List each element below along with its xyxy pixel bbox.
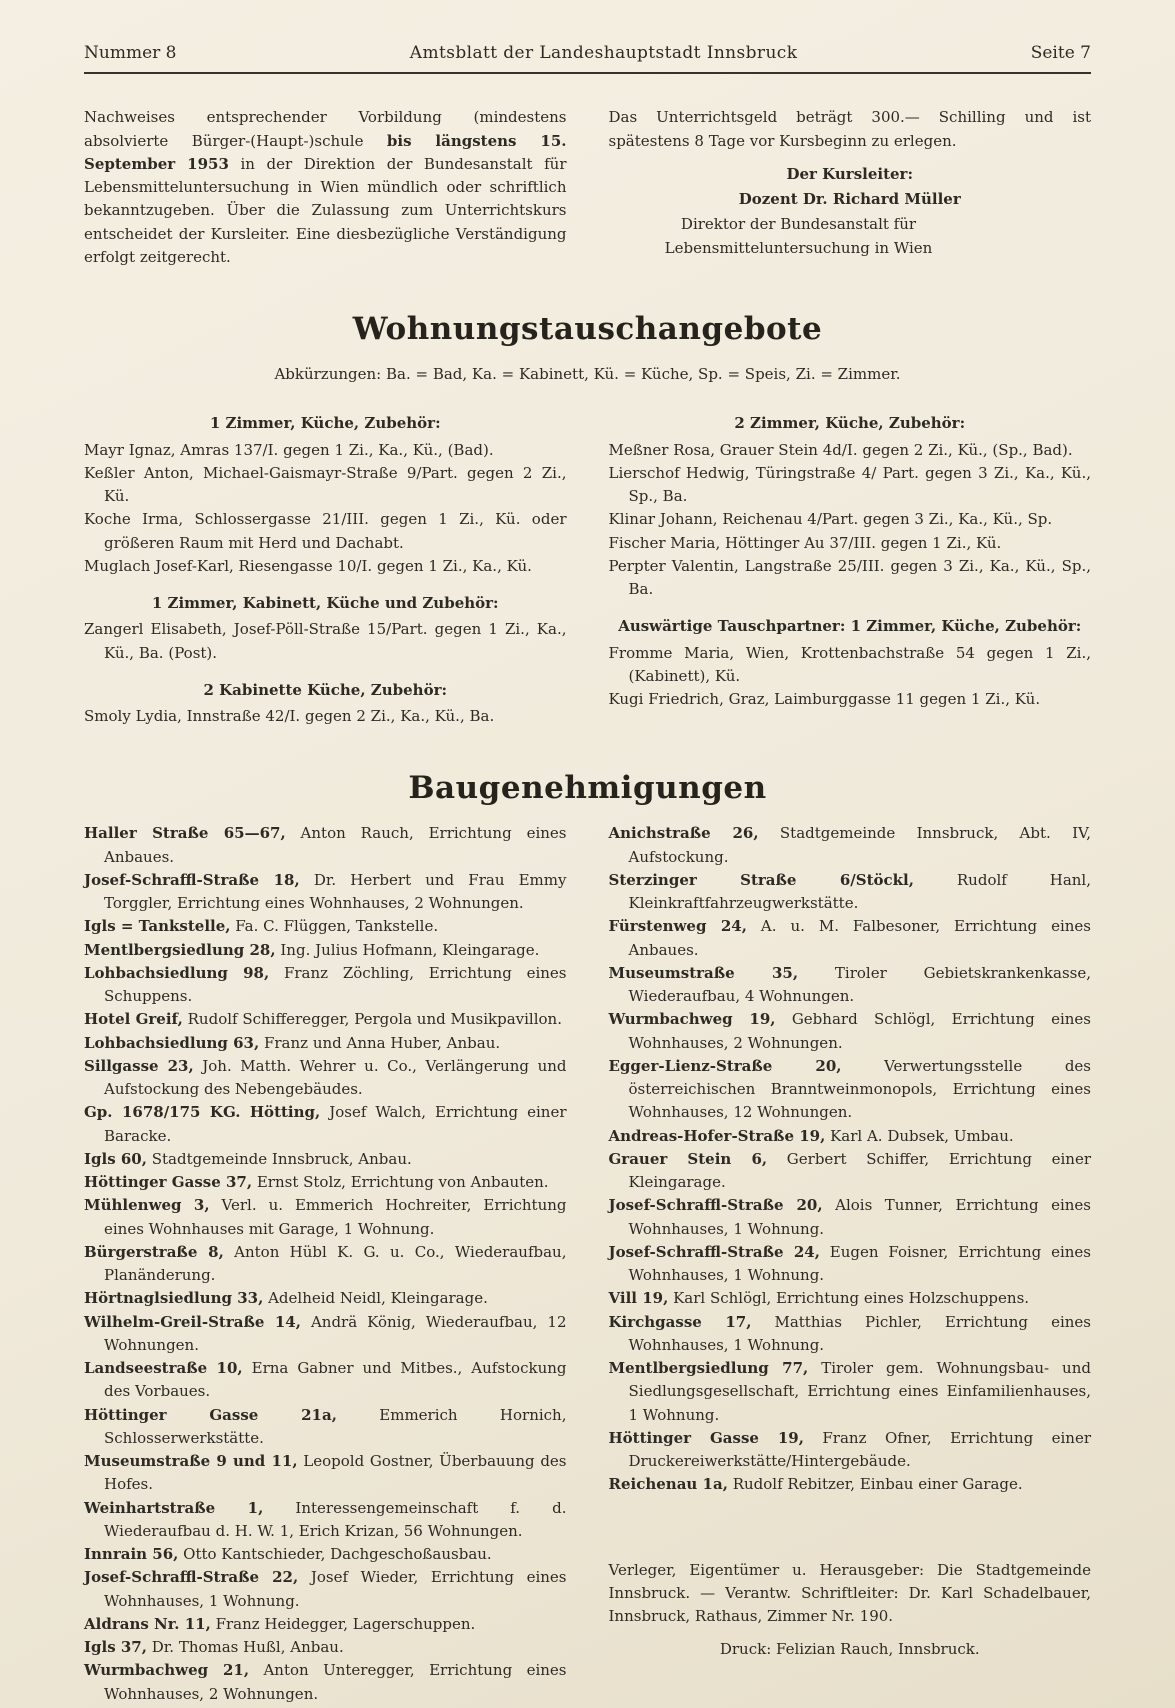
entry: Meßner Rosa, Grauer Stein 4d/I. gegen 2 Zi., Kü., (Sp., Bad). — [608, 440, 1073, 459]
entry-address: Hörtnaglsiedlung 33, — [84, 1289, 264, 1308]
entry-address: Lohbachsiedlung 98, — [84, 963, 270, 982]
entry-address: Andreas-Hofer-Straße 19, — [608, 1126, 826, 1145]
page-number: Seite 7 — [1030, 43, 1091, 63]
entry: Innrain 56, Otto Kantschieder, Dachgeschoßausbau. — [84, 1545, 492, 1564]
group-heading: Auswärtige Tauschpartner: 1 Zimmer, Küche, Zubehör: — [618, 617, 1082, 636]
entry-address: Sillgasse 23, — [84, 1056, 194, 1075]
entry: Vill 19, Karl Schlögl, Errichtung eines Holzschuppens. — [608, 1289, 1030, 1308]
entry: Haller Straße 65—67, Anton Rauch, Errichtung eines Anbaues. — [84, 824, 567, 866]
entry: Grauer Stein 6, Gerbert Schiffer, Errichtung einer Kleingarage. — [608, 1149, 1091, 1192]
wohnungstausch-title: Wohnungstauschangebote — [352, 311, 823, 348]
entry: Kirchgasse 17, Matthias Pichler, Errichtung eines Wohnhauses, 1 Wohnung. — [608, 1312, 1091, 1354]
baugenehmigungen-left-column — [84, 822, 567, 1706]
entry: Keßler Anton, Michael-Gaismayr-Straße 9/Part. gegen 2 Zi., Kü. — [84, 463, 567, 506]
entry: Bürgerstraße 8, Anton Hübl K. G. u. Co., Wiederaufbau, Planänderung. — [84, 1242, 567, 1285]
wohnungstausch-right-column — [609, 398, 1092, 728]
entry: Perpter Valentin, Langstraße 25/III. gegen 3 Zi., Ka., Kü., Sp., Ba. — [608, 556, 1091, 599]
entry-list — [609, 642, 1092, 712]
baugenehmigungen-right-column — [609, 822, 1092, 1706]
group-heading: 1 Zimmer, Küche, Zubehör: — [209, 414, 441, 433]
entry-address: Grauer Stein 6, — [608, 1149, 768, 1168]
masthead-title: Amtsblatt der Landeshauptstadt Innsbruck — [409, 43, 798, 63]
entry: Zangerl Elisabeth, Josef-Pöll-Straße 15/Part. gegen 1 Zi., Ka., Kü., Ba. (Post). — [84, 620, 567, 662]
entry-address: Vill 19, — [608, 1289, 669, 1308]
entry: Landseestraße 10, Erna Gabner und Mitbes., Aufstockung des Vorbaues. — [84, 1359, 567, 1401]
entry-address: Josef-Schraffl-Straße 24, — [608, 1242, 820, 1261]
group-heading: 2 Kabinette Küche, Zubehör: — [203, 680, 448, 699]
entry: Wurmbachweg 21, Anton Unteregger, Errichtung eines Wohnhauses, 2 Wohnungen. — [84, 1661, 567, 1703]
entry: Höttinger Gasse 19, Franz Ofner, Errichtung einer Druckereiwerkstätte/Hintergebäude. — [608, 1428, 1091, 1471]
kursleiter-role: Direktor der Bundesanstalt für Lebensmitteluntersuchung in Wien — [664, 215, 933, 257]
entry: Höttinger Gasse 37, Ernst Stolz, Errichtung von Anbauten. — [84, 1173, 549, 1192]
header-rule — [84, 72, 1091, 74]
kurs-fee-paragraph: Das Unterrichtsgeld beträgt 300.— Schilling und ist spätestens 8 Tage vor Kursbeginn zu erlegen. — [608, 108, 1091, 150]
entry-address: Bürgerstraße 8, — [84, 1242, 224, 1261]
entry: Museumstraße 9 und 11, Leopold Gostner, Überbauung des Hofes. — [84, 1452, 567, 1494]
entry-address: Mentlbergsiedlung 28, — [84, 940, 276, 959]
entry: Muglach Josef-Karl, Riesengasse 10/I. gegen 1 Zi., Ka., Kü. — [84, 556, 532, 575]
entry: Mentlbergsiedlung 77, Tiroler gem. Wohnungsbau- und Siedlungsgesellschaft, Errichtung eines Einfamilienhauses, 1 Wohnung. — [608, 1359, 1091, 1424]
abbreviations-line: Abkürzungen: Ba. = Bad, Ka. = Kabinett, Kü. = Küche, Sp. = Speis, Zi. = Zimmer. — [274, 365, 901, 384]
entry-address: Anichstraße 26, — [608, 824, 759, 843]
masthead — [84, 40, 1091, 66]
entry: Hörtnaglsiedlung 33, Adelheid Neidl, Kleingarage. — [84, 1289, 488, 1308]
entry: Anichstraße 26, Stadtgemeinde Innsbruck, Abt. IV, Aufstockung. — [608, 824, 1091, 866]
impressum — [609, 1559, 1092, 1662]
entry: Hotel Greif, Rudolf Schifferegger, Pergola und Musikpavillon. — [84, 1010, 562, 1029]
entry-address: Igls 60, — [84, 1149, 147, 1168]
entry: Lierschof Hedwig, Türingstraße 4/ Part. gegen 3 Zi., Ka., Kü., Sp., Ba. — [608, 463, 1091, 506]
baugenehmigungen-title: Baugenehmigungen — [408, 770, 767, 807]
entry-address: Wurmbachweg 21, — [84, 1661, 250, 1680]
entry-list — [84, 439, 567, 579]
kursleiter-label: Der Kursleiter: — [786, 164, 913, 183]
entry: Sterzinger Straße 6/Stöckl, Rudolf Hanl, Kleinkraftfahrzeugwerkstätte. — [608, 870, 1091, 913]
wohnungstausch-section — [84, 305, 1091, 728]
impressum-publisher-line: Verleger, Eigentümer u. Herausgeber: Die Stadtgemeinde Innsbruck. — Verantw. Schriftleiter: Dr. Karl Schadelbauer, Innsbruck, Rathaus, Zimmer Nr. 190. — [608, 1560, 1091, 1626]
wohnungstausch-columns — [84, 398, 1091, 728]
entry: Mayr Ignaz, Amras 137/I. gegen 1 Zi., Ka., Kü., (Bad). — [84, 440, 494, 459]
entry-address: Landseestraße 10, — [84, 1359, 243, 1378]
entry-address: Weinhartstraße 1, — [84, 1498, 264, 1517]
entry-address: Haller Straße 65—67, — [84, 824, 286, 843]
entry: Gp. 1678/175 KG. Hötting, Josef Walch, Errichtung einer Baracke. — [84, 1103, 567, 1145]
entry-address: Lohbachsiedlung 63, — [84, 1033, 260, 1052]
entry: Klinar Johann, Reichenau 4/Part. gegen 3 Zi., Ka., Kü., Sp. — [608, 510, 1053, 529]
kurs-right-column — [609, 106, 1092, 269]
entry-address: Igls 37, — [84, 1638, 147, 1657]
entry: Museumstraße 35, Tiroler Gebietskrankenkasse, Wiederaufbau, 4 Wohnungen. — [608, 963, 1092, 1006]
entry-address: Fürstenweg 24, — [608, 917, 747, 936]
entry-address: Josef-Schraffl-Straße 22, — [84, 1568, 299, 1587]
entry-address: Mühlenweg 3, — [84, 1196, 210, 1215]
entry: Wilhelm-Greil-Straße 14, Andrä König, Wiederaufbau, 12 Wohnungen. — [84, 1312, 567, 1354]
entry: Höttinger Gasse 21a, Emmerich Hornich, Schlosserwerkstätte. — [84, 1405, 567, 1447]
entry: Lohbachsiedlung 98, Franz Zöchling, Errichtung eines Schuppens. — [84, 963, 567, 1006]
entry: Igls = Tankstelle, Fa. C. Flüggen, Tankstelle. — [84, 917, 439, 936]
group-heading: 1 Zimmer, Kabinett, Küche und Zubehör: — [151, 594, 499, 613]
baugenehmigungen-columns — [84, 822, 1091, 1706]
entry: Josef-Schraffl-Straße 20, Alois Tunner, Errichtung eines Wohnhauses, 1 Wohnung. — [608, 1196, 1091, 1238]
entry: Fürstenweg 24, A. u. M. Falbesoner, Errichtung eines Anbaues. — [608, 917, 1091, 959]
entry-list — [84, 705, 567, 728]
entry-list — [609, 822, 1092, 1496]
entry-address: Aldrans Nr. 11, — [84, 1614, 211, 1633]
issue-number: Nummer 8 — [84, 43, 177, 63]
entry-address: Gp. 1678/175 KG. Hötting, — [84, 1103, 321, 1122]
entry: Fischer Maria, Höttinger Au 37/III. gegen 1 Zi., Kü. — [608, 533, 1002, 552]
entry: Josef-Schraffl-Straße 24, Eugen Foisner, Errichtung eines Wohnhauses, 1 Wohnung. — [608, 1242, 1091, 1285]
kursleiter-name: Dozent Dr. Richard Müller — [738, 190, 961, 209]
entry-address: Sterzinger Straße 6/Stöckl, — [608, 870, 914, 889]
entry: Kugi Friedrich, Graz, Laimburggasse 11 gegen 1 Zi., Kü. — [608, 690, 1041, 709]
entry-address: Höttinger Gasse 37, — [84, 1173, 253, 1192]
baugenehmigungen-section — [84, 764, 1091, 1706]
entry: Egger-Lienz-Straße 20, Verwertungsstelle des österreichischen Branntweinmonopols, Errichtung eines Wohnhauses, 12 Wohnungen. — [608, 1056, 1091, 1122]
kurs-left-paragraph — [84, 106, 567, 269]
kurs-text-pre: Nachweises entsprechender Vorbildung (mindestens absolvierte Bürger-(Haupt-)schule — [84, 108, 567, 150]
entry-address: Josef-Schraffl-Straße 20, — [608, 1196, 823, 1215]
entry: Smoly Lydia, Innstraße 42/I. gegen 2 Zi., Ka., Kü., Ba. — [84, 707, 495, 726]
entry: Igls 37, Dr. Thomas Hußl, Anbau. — [84, 1638, 344, 1657]
entry-address: Wilhelm-Greil-Straße 14, — [84, 1312, 301, 1331]
impressum-print-line: Druck: Felizian Rauch, Innsbruck. — [719, 1640, 980, 1659]
entry-address: Josef-Schraffl-Straße 18, — [84, 870, 300, 889]
entry-address: Hotel Greif, — [84, 1010, 183, 1029]
entry: Igls 60, Stadtgemeinde Innsbruck, Anbau. — [84, 1149, 412, 1168]
entry-address: Wurmbachweg 19, — [608, 1010, 776, 1029]
wohnungstausch-left-column — [84, 398, 567, 728]
entry-address: Mentlbergsiedlung 77, — [608, 1359, 809, 1378]
entry: Josef-Schraffl-Straße 22, Josef Wieder, Errichtung eines Wohnhauses, 1 Wohnung. — [84, 1568, 567, 1610]
entry-address: Museumstraße 35, — [608, 963, 799, 982]
entry: Reichenau 1a, Rudolf Rebitzer, Einbau einer Garage. — [608, 1475, 1023, 1494]
entry-address: Egger-Lienz-Straße 20, — [608, 1056, 842, 1075]
entry: Weinhartstraße 1, Interessengemeinschaft f. d. Wiederaufbau d. H. W. 1, Erich Krizan, 56 Wohnungen. — [84, 1498, 567, 1540]
entry-address: Innrain 56, — [84, 1545, 179, 1564]
entry: Lohbachsiedlung 63, Franz und Anna Huber, Anbau. — [84, 1033, 501, 1052]
entry-address: Museumstraße 9 und 11, — [84, 1452, 298, 1471]
kurs-left-column — [84, 106, 567, 269]
entry-address: Höttinger Gasse 19, — [608, 1428, 804, 1447]
entry: Andreas-Hofer-Straße 19, Karl A. Dubsek, Umbau. — [608, 1126, 1014, 1145]
entry-list — [609, 439, 1092, 602]
entry-list — [84, 618, 567, 665]
entry-address: Kirchgasse 17, — [608, 1312, 752, 1331]
entry-address: Reichenau 1a, — [608, 1475, 728, 1494]
kurs-text-post: in der Direktion der Bundesanstalt für Lebensmitteluntersuchung in Wien mündlich oder schriftlich bekanntzugeben. Über die Zulassung zum Unterrichtskurs entscheidet der Kursleiter. Eine diesbezügliche Verständigung erfolgt zeitgerecht. — [84, 154, 567, 266]
entry: Sillgasse 23, Joh. Matth. Wehrer u. Co., Verlängerung und Aufstockung des Nebengebäudes. — [84, 1056, 567, 1099]
entry: Aldrans Nr. 11, Franz Heidegger, Lagerschuppen. — [84, 1614, 476, 1633]
entry-address: Igls = Tankstelle, — [84, 917, 231, 936]
entry: Mühlenweg 3, Verl. u. Emmerich Hochreiter, Errichtung eines Wohnhauses mit Garage, 1 Wohnung. — [84, 1196, 567, 1238]
entry: Wurmbachweg 19, Gebhard Schlögl, Errichtung eines Wohnhauses, 2 Wohnungen. — [608, 1010, 1091, 1052]
kurs-section — [84, 106, 1091, 269]
entry-address: Höttinger Gasse 21a, — [84, 1405, 337, 1424]
kurs-text-deadline: bis längstens 15. September 1953 — [84, 131, 567, 173]
entry: Koche Irma, Schlossergasse 21/III. gegen 1 Zi., Kü. oder größeren Raum mit Herd und Dachabt. — [84, 510, 567, 552]
entry: Josef-Schraffl-Straße 18, Dr. Herbert und Frau Emmy Torggler, Errichtung eines Wohnhauses, 2 Wohnungen. — [84, 870, 567, 913]
entry: Fromme Maria, Wien, Krottenbachstraße 54 gegen 1 Zi., (Kabinett), Kü. — [608, 643, 1091, 685]
group-heading: 2 Zimmer, Küche, Zubehör: — [734, 414, 966, 433]
entry: Mentlbergsiedlung 28, Ing. Julius Hofmann, Kleingarage. — [84, 940, 540, 959]
